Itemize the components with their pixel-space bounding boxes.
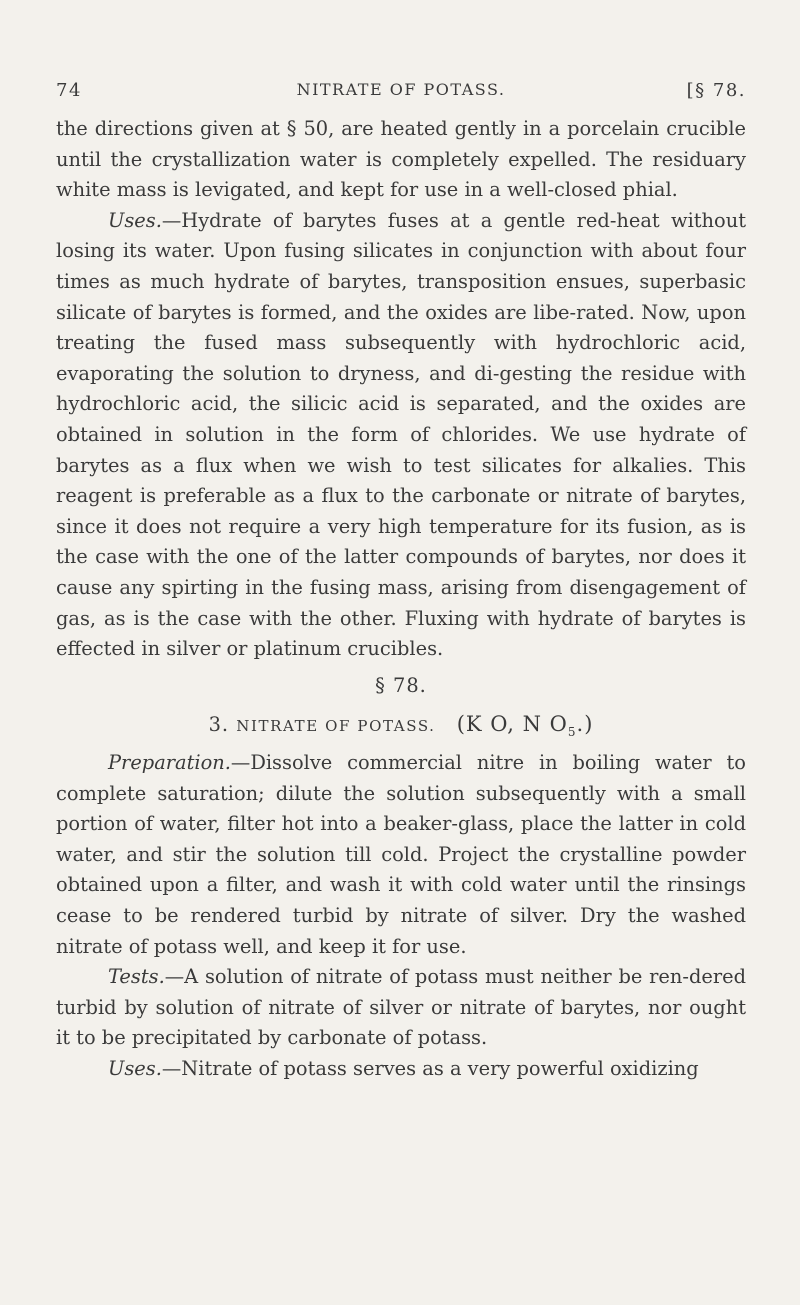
section-title — [56, 709, 746, 748]
paragraph-uses-nitrate — [56, 1054, 746, 1085]
paragraph-text: —A solution of nitrate of potass must neither be ren-dered turbid by solution of nitrate of silver or nitrate of barytes, nor ought it to be precipitated by carbonate of potass. — [56, 965, 746, 1050]
paragraph-uses-hydrate — [56, 206, 746, 665]
page-header — [56, 80, 746, 108]
page-body — [56, 114, 746, 1085]
section-reference: [§ 78. — [686, 80, 746, 101]
paragraph-label: Uses. — [108, 208, 162, 232]
section-number: 3. — [208, 713, 230, 737]
paragraph-label: Tests. — [108, 965, 165, 989]
section-name: NITRATE OF POTASS. — [236, 717, 436, 736]
chemical-formula: (K O, N $O_5$.) — [456, 712, 594, 740]
paragraph-preparation — [56, 748, 746, 962]
paragraph-tests — [56, 962, 746, 1054]
paragraph-text: the directions given at § 50, are heated gently in a porcelain crucible until the crystallization water is completely expelled. The residuary white mass is levigated, and kept for use in a well-closed phial. — [56, 117, 746, 202]
paragraph-text: —Nitrate of potass serves as a very powerful oxidizing — [161, 1057, 699, 1080]
paragraph-text: —Dissolve commercial nitre in boiling water to complete saturation; dilute the solution subsequently with a small portion of water, filter hot into a beaker-glass, place the latter in cold water, and stir the solution till cold. Project the crystalline powder obtained upon a filter, and wash it with cold water until the rinsings cease to be rendered turbid by nitrate of silver. Dry the washed nitrate of potass well, and keep it for use. — [56, 751, 746, 958]
running-title: NITRATE OF POTASS. — [296, 80, 506, 99]
paragraph-label: Uses. — [108, 1057, 162, 1080]
section-mark: § 78. — [375, 673, 427, 697]
page-number: 74 — [56, 80, 82, 101]
paragraph-text: —Hydrate of barytes fuses at a gentle red-heat without losing its water. Upon fusing silicates in conjunction with about four times as much hydrate of barytes, transposition ensues, superbasic silicate of barytes is formed, and the oxides are libe-rated. Now, upon treating the fused mass subsequently with hydrochloric acid, evaporating the solution to dryness, and di-gesting the residue with hydrochloric acid, the silicic acid is separated, and the oxides are obtained in solution in the form of chlorides. We use hydrate of barytes as a flux when we wish to test silicates for alkalies. This reagent is preferable as a flux to the carbonate or nitrate of barytes, since it does not require a very high temperature for its fusion, as is the case with the one of the latter compounds of barytes, nor does it cause any spirting in the fusing mass, arising from disengagement of gas, as is the case with the other. Fluxing with hydrate of barytes is effected in silver or platinum crucibles. — [56, 208, 746, 661]
paragraph-continuation — [56, 114, 746, 206]
paragraph-label: Preparation. — [108, 751, 231, 775]
